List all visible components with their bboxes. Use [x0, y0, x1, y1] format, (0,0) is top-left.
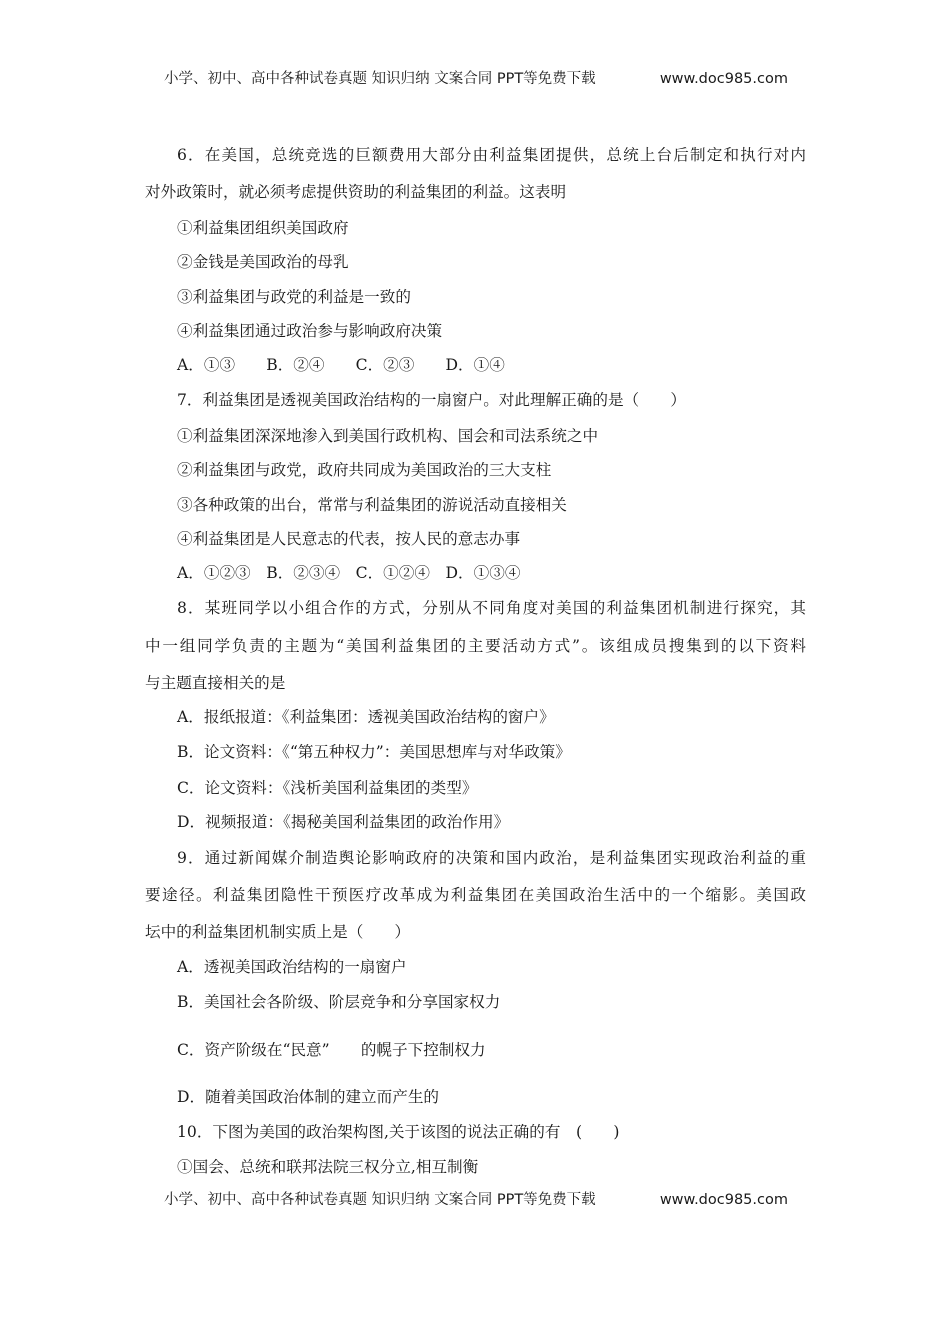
- text-line: ②金钱是美国政治的母乳: [177, 253, 349, 271]
- text-line: 9．通过新闻媒介制造舆论影响政府的决策和国内政治，是利益集团实现政治利益的重: [177, 849, 806, 867]
- text-line: ③利益集团与政党的利益是一致的: [177, 288, 411, 306]
- text-line: 坛中的利益集团机制实质上是（ ）: [145, 923, 411, 941]
- header-text: 小学、初中、高中各种试卷真题 知识归纳 文案合同 PPT等免费下载: [164, 71, 596, 87]
- text-line: A．报纸报道：《利益集团：透视美国政治结构的窗户》: [177, 708, 555, 726]
- text-line: 要途径。利益集团隐性干预医疗改革成为利益集团在美国政治生活中的一个缩影。美国政: [145, 886, 806, 904]
- header-site-link[interactable]: www.doc985.com: [659, 71, 788, 87]
- text-line: C．资产阶级在“民意” 的幌子下控制权力: [177, 1041, 486, 1059]
- text-line: A．①③ B．②④ C．②③ D．①④: [177, 356, 505, 374]
- text-line: B．美国社会各阶级、阶层竞争和分享国家权力: [177, 993, 501, 1011]
- page-footer: [164, 1190, 788, 1210]
- text-line: 中一组同学负责的主题为“美国利益集团的主要活动方式”。该组成员搜集到的以下资料: [145, 637, 806, 655]
- text-line: ①国会、总统和联邦法院三权分立,相互制衡: [177, 1158, 479, 1176]
- text-line: A．透视美国政治结构的一扇窗户: [177, 958, 407, 976]
- text-line: B．论文资料：《“第五种权力”：美国思想库与对华政策》: [177, 743, 571, 761]
- footer-text: 小学、初中、高中各种试卷真题 知识归纳 文案合同 PPT等免费下载: [164, 1192, 596, 1208]
- text-line: A．①②③ B．②③④ C．①②④ D．①③④: [177, 564, 521, 582]
- text-line: ③各种政策的出台，常常与利益集团的游说活动直接相关: [177, 496, 567, 514]
- text-line: 7．利益集团是透视美国政治结构的一扇窗户。对此理解正确的是（ ）: [177, 391, 686, 409]
- text-line: ②利益集团与政党，政府共同成为美国政治的三大支柱: [177, 461, 552, 479]
- text-line: 6．在美国，总统竞选的巨额费用大部分由利益集团提供，总统上台后制定和执行对内: [177, 146, 806, 164]
- text-line: ④利益集团是人民意志的代表，按人民的意志办事: [177, 530, 521, 548]
- text-line: D．随着美国政治体制的建立而产生的: [177, 1088, 440, 1106]
- text-line: 与主题直接相关的是: [145, 674, 286, 692]
- page-header: [164, 69, 788, 89]
- text-line: 对外政策时，就必须考虑提供资助的利益集团的利益。这表明: [145, 183, 567, 201]
- footer-site-link[interactable]: www.doc985.com: [659, 1192, 788, 1208]
- text-line: 10．下图为美国的政治架构图,关于该图的说法正确的有 ( ): [177, 1123, 620, 1141]
- text-line: ①利益集团组织美国政府: [177, 219, 349, 237]
- text-line: ①利益集团深深地渗入到美国行政机构、国会和司法系统之中: [177, 427, 599, 445]
- text-line: D．视频报道：《揭秘美国利益集团的政治作用》: [177, 813, 510, 831]
- text-line: 8．某班同学以小组合作的方式，分别从不同角度对美国的利益集团机制进行探究，其: [177, 599, 806, 617]
- text-line: C．论文资料：《浅析美国利益集团的类型》: [177, 779, 478, 797]
- text-line: ④利益集团通过政治参与影响政府决策: [177, 322, 443, 340]
